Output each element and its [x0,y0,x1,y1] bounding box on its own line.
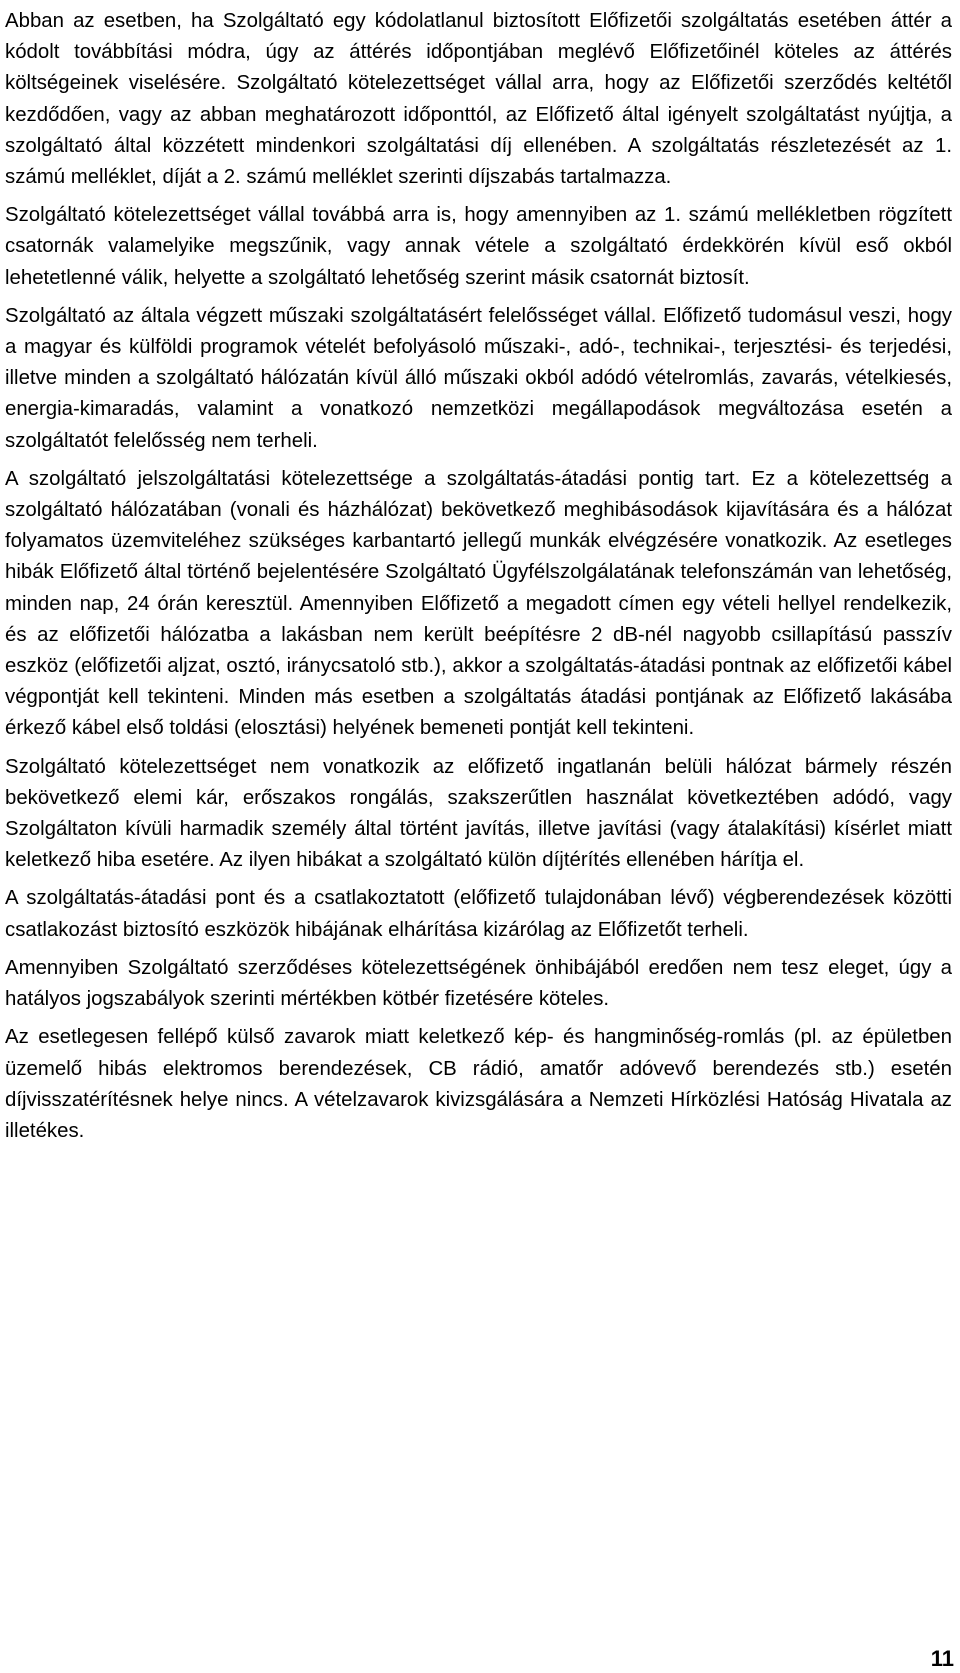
paragraph-channel-replacement: Szolgáltató kötelezettséget vállal továbbá arra is, hogy amennyiben az 1. számú mellékletben rögzített csatornák valamelyike megszűnik, vagy annak vétele a szolgáltató érdekkörén kívül eső okból lehetetlenné válik, helyette a szolgáltató lehetőség szerint másik csatornát biztosít. [5,204,952,289]
paragraph-service-switch: Abban az esetben, ha Szolgáltató egy kódolatlanul biztosított Előfizetői szolgáltatás esetében áttér a kódolt továbbítási módra, úgy az áttérés időpontjában meglévő Előfizetőinél köteles az áttérés költségeinek viselésére. Szolgáltató kötelezettséget vállal arra, hogy az Előfizetői szerződés keltétől kezdődően, vagy az abban meghatározott időponttól, az Előfizető által igényelt szolgáltatást nyújtja, a szolgáltató által közzétett mindenkori szolgáltatási díj ellenében. A szolgáltatás részletezését az 1. számú melléklet, díját a 2. számú melléklet szerinti díjszabás tartalmazza. [5,10,952,189]
document-page [5,6,952,1154]
paragraph-penalty: Amennyiben Szolgáltató szerződéses kötelezettségének önhibájából eredően nem tesz eleget, úgy a hatályos jogszabályok szerinti mértékben kötbér fizetésére köteles. [5,956,952,1011]
paragraph-damage-exclusion: Szolgáltató kötelezettséget nem vonatkozik az előfizető ingatlanán belüli hálózat bármely részén bekövetkező elemi kár, erőszakos rongálás, szakszerűtlen használat következtében adódó, vagy Szolgáltaton kívüli harmadik személy által történt javítás, illetve javítási (vagy átalakítási) kísérlet miatt keletkező hiba esetére. Az ilyen hibákat a szolgáltató külön díjtérítés ellenében hárítja el. [5,755,952,872]
page-number: 11 [930,1646,954,1671]
paragraph-subscriber-equipment: A szolgáltatás-átadási pont és a csatlakoztatott (előfizető tulajdonában lévő) végberendezések közötti csatlakozást biztosító eszközök hibájának elhárítása kizárólag az Előfizetőt terheli. [5,887,952,941]
paragraph-technical-liability: Szolgáltató az általa végzett műszaki szolgáltatásért felelősséget vállal. Előfizető tudomásul veszi, hogy a magyar és külföldi programok vételét befolyásoló műszaki-, adó-, technikai-, terjesztési- és terjedési, illetve minden a szolgáltató hálózatán kívül álló műszaki okból adódó vételromlás, zavarás, vételkiesés, energia-kimaradás, valamint a vonatkozó nemzetközi megállapodások megváltozása esetén a szolgáltatót felelősség nem terheli. [5,304,952,452]
paragraph-handover-point: A szolgáltató jelszolgáltatási kötelezettsége a szolgáltatás-átadási pontig tart. Ez a kötelezettség a szolgáltató hálózatában (vonali és házhálózat) bekövetkező meghibásodások kijavítására és a hálózat folyamatos üzemviteléhez szükséges karbantartó jellegű munkák elvégzésére vonatkozik. Az esetleges hibák Előfizető által történő bejelentésére Szolgáltató Ügyfélszolgálatának telefonszámán van lehetőség, minden nap, 24 órán keresztül. Amennyiben Előfizető a megadott címen egy vételi hellyel rendelkezik, és az előfizetői hálózatba a lakásban nem került beépítésre 2 dB-nél nagyobb csillapítású passzív eszköz (előfizetői aljzat, osztó, iránycsatoló stb.), akkor a szolgáltatás-átadási pontnak az előfizetői kábel végpontját kell tekinteni. Minden más esetben a szolgáltatás átadási pontjának az Előfizető lakásába érkező kábel első toldási (elosztási) helyének bemeneti pontját kell tekinteni. [5,467,952,740]
paragraph-external-interference: Az esetlegesen fellépő külső zavarok miatt keletkező kép- és hangminőség-romlás (pl. az épületben üzemelő hibás elektromos berendezések, CB rádió, amatőr adóvevő berendezés stb.) esetén díjvisszatérítésnek helye nincs. A vételzavarok kivizsgálására a Nemzeti Hírközlési Hatóság Hivatala az illetékes. [5,1026,952,1142]
